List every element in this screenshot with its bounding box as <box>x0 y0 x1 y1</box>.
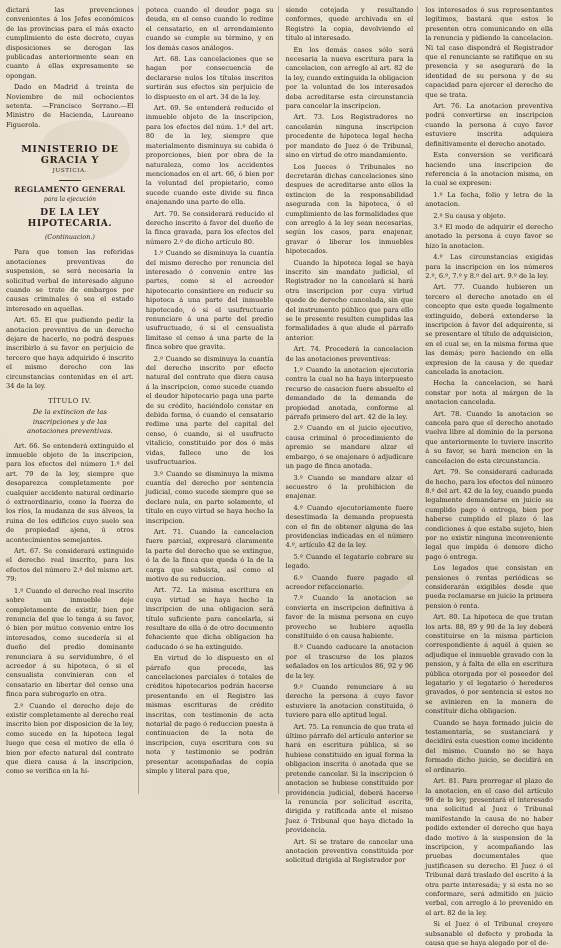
paragraph: 2.º Cuando se disminuya la cuantía del derecho inscrito por efecto natural del contrato que diera causa á la inscripcion, como sucede cuando el deudor hipotecario paga una parte de su crédito, haciéndolo constar en debida forma, ó cuando el censatario redime una parte del capital del censo, ó cuando, si el usufructo vitalicio, constituido por dos ó más vidas, fallece uno de los usufructuarios. <box>145 354 274 467</box>
paragraph: Art. 78. Cuando la anotacion se cancela para que el derecho anotado vuelva libre al dominio de la persona que anteriormente lo tuviere inscrito á su favor, se hará mencion en la cancelacion de esta circunstancia. <box>425 409 553 465</box>
paragraph: dictará las prevenciones convenientes á los Jefes económicos de las provincias para el más exacto cumplimiento de este decreto, cuyas disposiciones se derogan las publicadas anteriormente sean en cuanto á ellas expresamente se opongan. <box>6 6 134 80</box>
paragraph: Art. 71. Cuando la cancelacion fuere parcial, expresará claramente la parte del derecho que se extingue, ó la de la finca que queda ó la de la carga que subsista, así como el motivo de su reduccion. <box>145 527 274 583</box>
regulation-subheading: para la ejecución <box>43 196 96 204</box>
continuation-note: (Continuacion.) <box>44 233 95 242</box>
paragraph: Los legados que consistan en pensiones ó rentas periódicas se considerarán exigibles desde que pueda reclamarse en juicio la primera pension ó renta. <box>425 564 553 610</box>
text-columns <box>6 6 557 947</box>
paragraph: Esta conversion se verificará haciendo una inscripcion de referencia á la anotacion misma, en la cual se expresen: <box>425 151 553 188</box>
paragraph: 6.º Cuando fuere pagado el acreedor refaccionario. <box>285 573 414 591</box>
column-1 <box>6 6 139 794</box>
paragraph: Art. 80. La hipoteca de que tratan los arts. 88, 89 y 90 de la ley deberá constituirse en la misma particion correspondiente á aquél á quien se adjudique el inmueble gravado con la pension, y á falta de ella en escritura pública otorgada por el poseedor del legatario y el legatario ó herederos gravados, ó por sentencia si estos no se avinieren en la manera de constituir dicha obligacion. <box>425 613 553 716</box>
paragraph: siendo cotejada y resultando conformes, quede archivada en el Registro la copia, devolviendo el título al interesado. <box>285 6 414 43</box>
paragraph: Art. 72. La misma escritura en cuya virtud se haya hecho la inscripcion de una obligacion será título suficiente para cancelarla, si resultare de ella ó de otro documento fehaciente que dicha obligacion ha caducado ó se ha extinguido. <box>145 586 274 651</box>
paragraph: 5.º Cuando el legatario cobrare su legado. <box>285 552 414 571</box>
divider <box>59 180 81 181</box>
paragraph: Art. 74. Procederá la cancelacion de las anotaciones preventivas: <box>285 345 414 363</box>
column-4 <box>425 6 557 947</box>
ministry-subheading: JUSTICIA. <box>52 168 88 175</box>
ministry-heading: MINISTERIO DE GRACIA Y <box>21 144 119 167</box>
paragraph: Art. 76. La anotacion preventiva podrá convertirse en inscripcion cuando la persona á cuyo favor estuviere inscrita adquiera definitivamente el derecho anotado. <box>425 102 553 148</box>
regulation-heading: REGLAMENTO GENERAL <box>14 185 126 195</box>
paragraph: 3.º Cuando se disminuya la misma cuantía del derecho por sentencia judicial, como sucede siempre que se declare nula, en parte solamente, el título en cuyo virtud se haya hecho la inscripcion. <box>145 469 274 525</box>
paragraph: Art. 66. Se entenderá extinguido el inmueble objeto de la inscripcion, para los efectos del número 1.º del art. 79 de la ley, siempre que desaparezca completamente por cualquier accidente natural ordinario ó extraordinario, como la fuerza de los ríos, la mudanza de sus álveos, la ruina de los edificios cuyo suelo sea de propiedad ajena, ú otros acontecimientos semejantes. <box>6 441 134 544</box>
paragraph: 2.º Cuando el derecho deje de existir completamente al derecho real inscrito bien por disposicion de la ley, como sucede en la hipoteca legal luego que cesa el motivo de ella ó bien por efecto natural del contrato que diera causa á la inscripcion, como se verifica en la hi- <box>6 701 134 776</box>
paragraph: Cuando se haya formado juicio de testamentaría, se sustanciará y decidirá esta cuestion como incidente del mismo. Cuando no se haya formado dicho juicio, se decidirá en el ordinario. <box>425 718 553 774</box>
paragraph: 1.º La fecha, folio y letra de la anotacion. <box>425 190 553 209</box>
law-heading: DE LA LEY HIPOTECARIA. <box>27 207 113 230</box>
column-2 <box>146 6 279 794</box>
paragraph: Art. 69. Se entenderá reducido el inmueble objeto de la inscripcion, para los efectos del núm. 1.º del art. 80 de la ley, siempre que materialmente disminuya su cabida ó proporciones, bien por obra de la naturaleza, como los accidentes mencionados en el art. 66, ó bien por la voluntad del propietario, como sucede cuando este divide su finca enajenando una parte de ella. <box>145 104 274 207</box>
paragraph: 3.º El modo de adquirir el derecho anotado la persona á cuyo favor se hizo la anotacion. <box>425 222 553 250</box>
paragraph: Art. 73. Los Registradores no cancelarán ninguna inscripcion procedente de hipoteca legal hecha por mandato de Juez ó de Tribunal, sino en virtud de otro mandamiento. <box>285 113 414 160</box>
paragraph: En virtud de lo dispuesto en el párrafo que precede, las cancelaciones parciales ó totales de créditos hipotecarios podrán hacerse presentando en el Registro las mismas escrituras de crédito inscritas, con testimonio de acta notarial de pago ó reduccion puesta á continuacion de la nota de inscripcion, cuya escritura con su nota y testimonio se podrán presentar acompañadas de copia simple y literal para que, <box>145 654 274 776</box>
paragraph: Los Jueces ó Tribunales no decretarán dichas cancelaciones sino despues de acreditarse ante ellos la extincion de la responsabilidad asegurada con la hipoteca, ó el cumplimiento de las formalidades que con arreglo á la ley sean necesarias, según los casos, para enajenar, gravar ó liberar los inmuebles hipotecados. <box>285 162 414 256</box>
title-heading: TÍTULO IV. <box>48 397 92 406</box>
paragraph: 1.º Cuando se disminuya la cuantía del mismo derecho por renuncia del interesado ó convenio entre las partes, como si el acreedor hipotecario consintiere en reducir su hipoteca á una parte del inmueble hipotecado, ó si el usufructuario renunciare á una parte del predio usufructuado, ó si el censualista limitase el censo á una parte de la finca sobre que gravita. <box>145 249 274 352</box>
paragraph: 4.º Cuando ejecutoriamente fuere desestimada la demanda propuesta con el fin de obtener alguna de las providencias indicadas en el número 4.º, artículo 42 de la ley. <box>285 503 414 550</box>
paragraph: En los demás casos sólo será necesaria la nueva escritura para la cancelacion, con arreglo al art. 82 de la ley, cuando extinguida la obligacion por la voluntad de los interesados deba acreditarse esta circunstancia para cancelar la inscripcion. <box>285 45 414 111</box>
paragraph: Cuando la hipoteca legal se haya inscrito sin mandato judicial, el Registrador no la cancelará si hará otra inscripcion por cuya virtud quede de derecho cancelada, sin que del instrumento público que para ello se le presente resulten cumplidas las formalidades á que alude el párrafo anterior. <box>285 258 414 342</box>
paragraph: Art. 81. Para prorrogar el plazo de la anotacion, en el caso del artículo 96 de la ley, presentará el interesado una solicitud al Juez ó Tribunal manifestando la causa de no haber podido extender el derecho que haya dado motivo á la suspension de la inscripcion, y acompañando las pruebas documentales que justificasen su derecho. El Juez ó el Tribunal dará traslado del escrito á la otra parte interesada; y si esta no se conformare, será admitido en juicio verbal, con arreglo á lo prevenido en el art. 82 de la ley. <box>425 777 553 917</box>
paragraph: 1.º Cuando el derecho real inscrito sobre un inmueble deje completamente de existir, bien por renuncia del que lo tenga á su favor, ó bien por mútuo convenio entre los interesados, como sucedería si el dueño del predio dominante renunciara á su servidumbre, ó el acreedor á su hipoteca, ó si el censualista convinieran con el censatario en libertar del censo una finca para subrogarlo en otra. <box>6 586 134 699</box>
paragraph: Art. 67. Se considerará extinguido el derecho real inscrito, para los efectos del número 2.º del mismo art. 79: <box>6 547 134 584</box>
paragraph: 7.º Cuando la anotacion se convierta en inscripcion definitiva á favor de la misma persona en cuyo provecho se hubiere aquella constituido ó en causa habiente. <box>285 594 414 640</box>
paragraph: Hecha la cancelacion, se hará constar por nota al márgen de la anotacion cancelada. <box>425 379 553 407</box>
paragraph: 4.º Las circunstancias exigidas para la inscripcion en los números 2.º, 6.º, 7.º y 8.º del art. 9.º de la ley. <box>425 253 553 280</box>
paragraph: Art. Si se tratare de cancelar una anotacion preventiva constituida por solicitud dirigida al Registrador por <box>285 837 414 865</box>
paragraph: Art. 75. La renuncia de que trata el último párrafo del artículo anterior se hará en escritura pública, si se hubiese constituido en igual forma la obligacion inscrita ó anotada que se pretende cancelar. Si la inscripcion ó anotacion se hubiese constituido por providencia judicial, deberá hacerse la renuncia por solicitud escrita, dirigida y ratificada ante el mismo Juez ó Tribunal que haya dictado la providencia. <box>285 722 414 835</box>
paragraph: Art. 65. El que pudiendo pedir la anotacion preventiva de un derecho dejare de hacerlo, no podrá despues inscribirlo á su favor en perjuicio de tercero que haya adquirido é inscrito el mismo derecho con las circunstancias contenidas en el art. 34 de la ley. <box>6 316 134 390</box>
paragraph: Si el Juez ó el Tribunal creyere subsanable el defecto y probada la causa que se haya alegado por el de- <box>425 920 553 947</box>
paragraph: Dado en Madrid á treinta de Noviembre de mil ochocientos setenta. —Francisco Serrano.—El Ministro de Hacienda, Laureano Figuerola. <box>6 83 134 129</box>
paragraph: 3.º Cuando se mandare alzar el secuestro ó la prohibicion de enajenar. <box>285 473 414 501</box>
column-3 <box>285 6 419 865</box>
paragraph: 2.º Su causa y objeto. <box>433 211 506 220</box>
paragraph: Art. 70. Se considerará reducido el derecho inscrito á favor del dueño de la finca gravada, para los efectos del número 2.º de dicho artículo 80. <box>145 209 274 246</box>
paragraph: Para que tomen las referidas anotaciones preventivas de suspension, se será necesaria la solicitud verbal de interesado alguno cuando se trate de embargos por causas criminales ó sea el estado interesado en aquellas. <box>6 248 134 313</box>
paragraph: los interesados ó sus representantes legítimos, bastará que estos le presenten otra comunicando en ella la renuncia y pidiendo la cancelacion. Ni tal caso dispondrá el Registrador que el renunciante se ratifique en su presencia y se asegurará de la identidad de su persona y de su capacidad para ejercer el derecho de que se trata. <box>425 6 553 99</box>
paragraph: poteca cuando el deudor paga su deuda, en el censo cuando lo redime el censatario, en el arrendamiento cuando se cumple su término, y en los demás casos análogos. <box>145 6 274 52</box>
paragraph: Art. 79. Se considerará caducada de hecho, para los efectos del número 8.º del art. 42 de la ley, cuando pueda legalmente demandarse en juicio su cumplido pago ó entrega, bien por haberse cumplido el plazo ó las condiciones á que estaba sujeto, bien por no existir ninguna inconveniente legal que impida ó demore dicho pago ó entrega. <box>425 468 553 561</box>
paragraph: 9.º Cuando renunciare á su derecho la persona á cuyo favor estuviere la anotacion constituida, ó tuviere para ello aptitud legal. <box>285 683 414 720</box>
paragraph: 8.º Cuando caducare la anotacion por el trascurso de los plazos señalados en los artículos 86, 92 y 96 de la ley. <box>285 643 414 680</box>
paragraph: 1.º Cuando la anotacion ejecutoria contra la cual no ha haya interpuesto recurso de casacion fuere absuelto el demandado de la demanda de propiedad anotada, conforme al párrafo primero del art. 42 de la ley. <box>285 366 414 422</box>
paragraph: Art. 68. Las cancelaciones que se hagan por consecuencia de declararse nulos los títulos inscritos surtirán sus efectos sin perjuicio de lo dispuesto en el art. 34 de la ley. <box>145 55 274 101</box>
title-description: De la extincion de las inscripciones y de las anotaciones preventivas. <box>27 408 113 436</box>
paragraph: Art. 77. Cuando hubieren un tercero el derecho anotado en el concepto que este quede legalmente extinguido, deberá extenderse la inscripcion á favor del adquirente, si se presentare el título de adquisicion, en el cual se, en la misma forma que las demás; pero haciendo en ella expresion de la causa y de quedar cancelada la anotacion. <box>425 283 553 377</box>
paragraph: 2.º Cuando en el juicio ejecutivo, causa criminal ó procedimiento de apremio se mandare alzar el embargo, ó se enajenare ó adjudicare un pago de finca anotada. <box>285 424 414 471</box>
